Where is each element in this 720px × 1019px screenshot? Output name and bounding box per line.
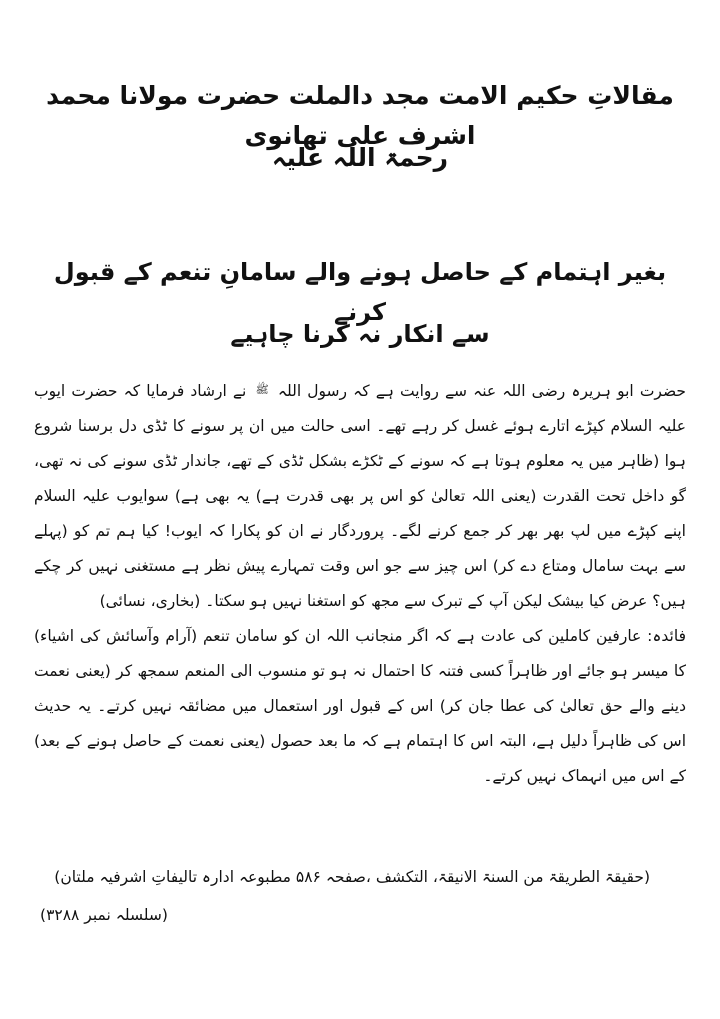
hadith-text-start: حضرت ابو ہریرہ رضی اللہ عنہ سے روایت ہے کہ رسول اللہ [277,382,687,400]
page-title-honorific: رحمۃ اللہ علیہ [271,143,449,172]
article-body [34,372,686,794]
article-heading-line-1: بغیر اہتمام کے حاصل ہونے والے سامانِ تنعم کے قبول کرنے [53,258,667,326]
article-heading-line-2: سے انکار نہ کرنا چاہیے [230,320,490,348]
page-title: مقالاتِ حکیم الامت مجد دالملت حضرت مولانا محمد اشرف علی تھانوی [46,81,674,150]
hadith-text: نے ارشاد فرمایا کہ حضرت ایوب علیہ السلام کپڑے اتارے ہوئے غسل کر رہے تھے۔ اسی حالت میں ان پر سونے کا ٹڈی دل برسنا شروع ہوا (ظاہر میں یہ معلوم ہوتا ہے کہ سونے کے ٹکڑے بشکل ٹڈی کے تھے، جاندار ٹڈی سونے کی نہ تھی، گو داخل تحت القدرت (یعنی اللہ تعالیٰ کو اس پر بھی قدرت ہے) یہ بھی ہے) سوایوب علیہ السلام اپنے کپڑے میں لپ بھر بھر کر جمع کرنے لگے۔ پروردگار نے ان کو پکارا کہ ایوب! کیا ہم تم کو (پہلے سے بہت سامال ومتاع دے کر) اس چیز سے جو اس وقت تمہارے پیش نظر ہے مستغنی نہیں کر چکے ہیں؟ عرض کیا بیشک لیکن آپ کے تبرک سے مجھ کو استغنا نہیں ہو سکتا۔ (بخاری، نسائی) [34,382,686,610]
benefit-paragraph: فائدہ: عارفین کاملین کی عادت ہے کہ اگر منجانب اللہ ان کو سامان تنعم (آرام وآسائش کی اشیاء) کا میسر ہو جائے اور ظاہراً کسی فتنہ کا احتمال نہ ہو تو منسوب الی المنعم سمجھ کر (یعنی نعمت دینے والے حق تعالیٰ کی عطا جان کر) اس کے قبول اور استعمال میں مضائقہ نہیں کرتے۔ یہ حدیث اس کی ظاہراً دلیل ہے، البتہ اس کا اہتمام ہے کہ ما بعد حصول (یعنی نعمت کے حاصل ہونے کے بعد) کے اس میں انہماک نہیں کرتے۔ [34,627,686,785]
source-reference: (حقیقۃ الطریقۃ من السنۃ الانیقۃ، التکشف ،صفحہ ۵۸۶ مطبوعہ ادارہ تالیفاتِ اشرفیہ ملتان) [54,868,650,886]
series-number: (سلسلہ نمبر ۳۲۸۸) [40,906,168,924]
hadith-paragraph [34,372,686,619]
salawat-symbol: ﷺ [255,383,269,396]
